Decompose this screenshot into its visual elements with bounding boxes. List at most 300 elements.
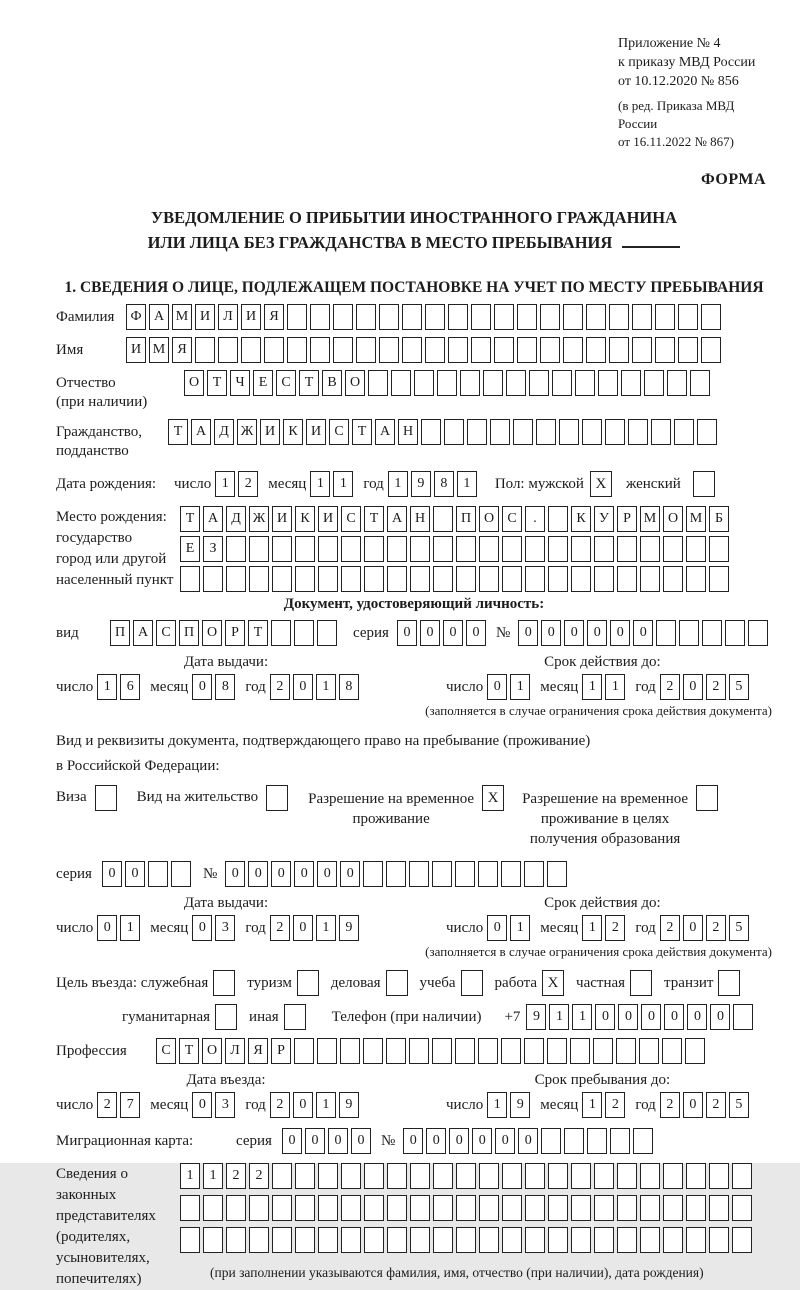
char-box[interactable] xyxy=(686,566,706,592)
char-box[interactable] xyxy=(218,337,238,363)
char-box[interactable] xyxy=(402,337,422,363)
char-box[interactable]: 2 xyxy=(660,674,680,700)
char-box[interactable]: 0 xyxy=(587,620,607,646)
char-box[interactable] xyxy=(410,536,430,562)
char-box[interactable] xyxy=(483,370,503,396)
char-box[interactable] xyxy=(433,1195,453,1221)
char-box[interactable] xyxy=(479,1195,499,1221)
char-box[interactable]: К xyxy=(295,506,315,532)
char-box[interactable] xyxy=(547,861,567,887)
char-box[interactable] xyxy=(502,1227,522,1253)
char-box[interactable]: 5 xyxy=(729,1092,749,1118)
char-box[interactable]: 0 xyxy=(710,1004,730,1030)
char-box[interactable]: Я xyxy=(264,304,284,330)
char-box[interactable] xyxy=(571,1195,591,1221)
char-box[interactable] xyxy=(639,1038,659,1064)
char-box[interactable]: 0 xyxy=(495,1128,515,1154)
char-box[interactable]: 0 xyxy=(192,1092,212,1118)
char-box[interactable] xyxy=(640,1195,660,1221)
char-box[interactable] xyxy=(540,337,560,363)
char-box[interactable] xyxy=(387,1163,407,1189)
char-box[interactable]: 0 xyxy=(225,861,245,887)
char-box[interactable] xyxy=(640,1227,660,1253)
char-box[interactable] xyxy=(148,861,168,887)
char-box[interactable]: 0 xyxy=(683,915,703,941)
char-box[interactable] xyxy=(433,536,453,562)
char-box[interactable] xyxy=(559,419,579,445)
char-box[interactable] xyxy=(180,1227,200,1253)
char-box[interactable]: 0 xyxy=(683,1092,703,1118)
char-box[interactable] xyxy=(525,566,545,592)
char-box[interactable]: 0 xyxy=(426,1128,446,1154)
char-box[interactable]: 1 xyxy=(203,1163,223,1189)
char-box[interactable]: 8 xyxy=(215,674,235,700)
char-box[interactable]: 2 xyxy=(706,915,726,941)
char-box[interactable] xyxy=(609,304,629,330)
char-box[interactable] xyxy=(587,1128,607,1154)
char-box[interactable] xyxy=(318,536,338,562)
char-box[interactable]: И xyxy=(306,419,326,445)
char-box[interactable] xyxy=(632,304,652,330)
char-box[interactable]: 0 xyxy=(641,1004,661,1030)
char-box[interactable]: О xyxy=(479,506,499,532)
char-box[interactable] xyxy=(448,337,468,363)
purpose-official-checkbox[interactable] xyxy=(213,970,235,996)
char-box[interactable] xyxy=(433,1163,453,1189)
char-box[interactable]: О xyxy=(202,1038,222,1064)
char-box[interactable]: 0 xyxy=(487,674,507,700)
char-box[interactable]: 0 xyxy=(294,861,314,887)
char-box[interactable] xyxy=(249,566,269,592)
char-box[interactable]: 0 xyxy=(192,915,212,941)
char-box[interactable]: С xyxy=(156,1038,176,1064)
char-box[interactable]: 2 xyxy=(706,1092,726,1118)
char-box[interactable] xyxy=(317,1038,337,1064)
char-box[interactable] xyxy=(295,1195,315,1221)
char-box[interactable] xyxy=(655,337,675,363)
char-box[interactable] xyxy=(356,337,376,363)
char-box[interactable]: 2 xyxy=(605,915,625,941)
char-box[interactable] xyxy=(272,1227,292,1253)
char-box[interactable] xyxy=(425,304,445,330)
char-box[interactable]: Р xyxy=(271,1038,291,1064)
char-box[interactable] xyxy=(456,536,476,562)
char-box[interactable] xyxy=(679,620,699,646)
char-box[interactable]: 0 xyxy=(518,1128,538,1154)
char-box[interactable] xyxy=(341,1227,361,1253)
char-box[interactable]: 1 xyxy=(582,1092,602,1118)
char-box[interactable]: 0 xyxy=(487,915,507,941)
char-box[interactable]: 1 xyxy=(215,471,235,497)
char-box[interactable]: 9 xyxy=(339,915,359,941)
char-box[interactable]: 1 xyxy=(549,1004,569,1030)
char-box[interactable] xyxy=(517,337,537,363)
char-box[interactable] xyxy=(656,620,676,646)
char-box[interactable]: 0 xyxy=(248,861,268,887)
char-box[interactable]: З xyxy=(203,536,223,562)
char-box[interactable]: 1 xyxy=(310,471,330,497)
char-box[interactable] xyxy=(663,1195,683,1221)
char-box[interactable] xyxy=(379,337,399,363)
char-box[interactable]: А xyxy=(149,304,169,330)
char-box[interactable] xyxy=(226,536,246,562)
char-box[interactable]: 0 xyxy=(403,1128,423,1154)
char-box[interactable] xyxy=(226,566,246,592)
char-box[interactable] xyxy=(571,1227,591,1253)
char-box[interactable]: 2 xyxy=(270,1092,290,1118)
char-box[interactable]: 2 xyxy=(706,674,726,700)
char-box[interactable] xyxy=(249,1195,269,1221)
char-box[interactable] xyxy=(295,566,315,592)
char-box[interactable] xyxy=(364,1195,384,1221)
char-box[interactable] xyxy=(617,1195,637,1221)
purpose-private-checkbox[interactable] xyxy=(630,970,652,996)
char-box[interactable]: Д xyxy=(226,506,246,532)
char-box[interactable] xyxy=(725,620,745,646)
char-box[interactable] xyxy=(287,337,307,363)
char-box[interactable] xyxy=(501,1038,521,1064)
char-box[interactable]: П xyxy=(456,506,476,532)
char-box[interactable] xyxy=(295,1163,315,1189)
char-box[interactable] xyxy=(467,419,487,445)
char-box[interactable]: 0 xyxy=(564,620,584,646)
char-box[interactable] xyxy=(709,566,729,592)
char-box[interactable] xyxy=(690,370,710,396)
char-box[interactable]: А xyxy=(203,506,223,532)
char-box[interactable] xyxy=(628,419,648,445)
char-box[interactable] xyxy=(294,1038,314,1064)
char-box[interactable]: 0 xyxy=(541,620,561,646)
char-box[interactable]: 2 xyxy=(238,471,258,497)
char-box[interactable]: 0 xyxy=(293,674,313,700)
char-box[interactable] xyxy=(674,419,694,445)
char-box[interactable] xyxy=(563,337,583,363)
char-box[interactable] xyxy=(410,1163,430,1189)
char-box[interactable]: 1 xyxy=(510,915,530,941)
char-box[interactable] xyxy=(525,1163,545,1189)
char-box[interactable] xyxy=(363,1038,383,1064)
char-box[interactable]: 0 xyxy=(293,1092,313,1118)
char-box[interactable]: 1 xyxy=(97,674,117,700)
char-box[interactable]: А xyxy=(191,419,211,445)
char-box[interactable] xyxy=(662,1038,682,1064)
char-box[interactable] xyxy=(180,1195,200,1221)
char-box[interactable] xyxy=(598,370,618,396)
char-box[interactable]: О xyxy=(663,506,683,532)
char-box[interactable]: 0 xyxy=(351,1128,371,1154)
char-box[interactable] xyxy=(478,861,498,887)
char-box[interactable] xyxy=(678,337,698,363)
char-box[interactable]: 0 xyxy=(683,674,703,700)
char-box[interactable]: У xyxy=(594,506,614,532)
char-box[interactable]: Я xyxy=(248,1038,268,1064)
char-box[interactable]: Ф xyxy=(126,304,146,330)
char-box[interactable] xyxy=(610,1128,630,1154)
char-box[interactable] xyxy=(663,566,683,592)
char-box[interactable]: 0 xyxy=(340,861,360,887)
char-box[interactable] xyxy=(548,566,568,592)
char-box[interactable] xyxy=(272,1195,292,1221)
char-box[interactable] xyxy=(697,419,717,445)
char-box[interactable] xyxy=(640,536,660,562)
edu-permit-checkbox[interactable] xyxy=(696,785,718,811)
char-box[interactable] xyxy=(341,566,361,592)
char-box[interactable]: Ж xyxy=(249,506,269,532)
char-box[interactable] xyxy=(732,1227,752,1253)
char-box[interactable]: С xyxy=(329,419,349,445)
char-box[interactable] xyxy=(640,566,660,592)
char-box[interactable] xyxy=(195,337,215,363)
char-box[interactable] xyxy=(686,1195,706,1221)
char-box[interactable]: Б xyxy=(709,506,729,532)
char-box[interactable]: 0 xyxy=(618,1004,638,1030)
char-box[interactable] xyxy=(709,1195,729,1221)
char-box[interactable] xyxy=(709,1163,729,1189)
char-box[interactable]: 5 xyxy=(729,915,749,941)
char-box[interactable] xyxy=(387,1227,407,1253)
char-box[interactable]: 8 xyxy=(339,674,359,700)
char-box[interactable]: 0 xyxy=(518,620,538,646)
char-box[interactable]: М xyxy=(686,506,706,532)
char-box[interactable]: О xyxy=(202,620,222,646)
char-box[interactable] xyxy=(479,566,499,592)
char-box[interactable]: Л xyxy=(218,304,238,330)
char-box[interactable] xyxy=(547,1038,567,1064)
char-box[interactable]: К xyxy=(283,419,303,445)
char-box[interactable] xyxy=(333,304,353,330)
char-box[interactable] xyxy=(594,566,614,592)
char-box[interactable] xyxy=(386,861,406,887)
char-box[interactable] xyxy=(525,536,545,562)
sex-female-checkbox[interactable] xyxy=(693,471,715,497)
char-box[interactable]: 0 xyxy=(97,915,117,941)
char-box[interactable] xyxy=(264,337,284,363)
char-box[interactable] xyxy=(702,620,722,646)
char-box[interactable] xyxy=(272,536,292,562)
char-box[interactable]: Т xyxy=(207,370,227,396)
char-box[interactable] xyxy=(433,506,453,532)
char-box[interactable] xyxy=(318,1163,338,1189)
char-box[interactable]: 1 xyxy=(316,674,336,700)
char-box[interactable] xyxy=(333,337,353,363)
char-box[interactable]: Т xyxy=(352,419,372,445)
char-box[interactable] xyxy=(540,304,560,330)
char-box[interactable] xyxy=(364,536,384,562)
char-box[interactable] xyxy=(456,1195,476,1221)
char-box[interactable] xyxy=(686,1163,706,1189)
char-box[interactable] xyxy=(455,861,475,887)
char-box[interactable] xyxy=(421,419,441,445)
char-box[interactable] xyxy=(506,370,526,396)
char-box[interactable]: Е xyxy=(180,536,200,562)
char-box[interactable] xyxy=(341,1195,361,1221)
char-box[interactable] xyxy=(341,1163,361,1189)
char-box[interactable]: 1 xyxy=(572,1004,592,1030)
char-box[interactable] xyxy=(732,1163,752,1189)
char-box[interactable] xyxy=(732,1195,752,1221)
char-box[interactable]: С xyxy=(156,620,176,646)
char-box[interactable]: 3 xyxy=(215,915,235,941)
char-box[interactable]: 0 xyxy=(192,674,212,700)
char-box[interactable] xyxy=(686,1227,706,1253)
char-box[interactable] xyxy=(502,566,522,592)
char-box[interactable] xyxy=(651,419,671,445)
char-box[interactable]: С xyxy=(341,506,361,532)
char-box[interactable] xyxy=(548,1163,568,1189)
char-box[interactable]: Н xyxy=(398,419,418,445)
char-box[interactable] xyxy=(433,566,453,592)
char-box[interactable]: 2 xyxy=(249,1163,269,1189)
char-box[interactable]: 0 xyxy=(449,1128,469,1154)
char-box[interactable] xyxy=(203,1227,223,1253)
char-box[interactable] xyxy=(663,1163,683,1189)
char-box[interactable] xyxy=(318,566,338,592)
char-box[interactable]: Е xyxy=(253,370,273,396)
char-box[interactable] xyxy=(203,1195,223,1221)
char-box[interactable]: 1 xyxy=(582,674,602,700)
char-box[interactable] xyxy=(478,1038,498,1064)
char-box[interactable] xyxy=(410,1227,430,1253)
char-box[interactable] xyxy=(310,304,330,330)
char-box[interactable] xyxy=(387,1195,407,1221)
char-box[interactable]: . xyxy=(525,506,545,532)
char-box[interactable]: 2 xyxy=(660,1092,680,1118)
char-box[interactable]: И xyxy=(318,506,338,532)
char-box[interactable]: 2 xyxy=(270,674,290,700)
char-box[interactable] xyxy=(571,1163,591,1189)
purpose-business-checkbox[interactable] xyxy=(386,970,408,996)
char-box[interactable] xyxy=(575,370,595,396)
char-box[interactable]: Н xyxy=(410,506,430,532)
char-box[interactable]: Р xyxy=(225,620,245,646)
char-box[interactable] xyxy=(633,1128,653,1154)
char-box[interactable] xyxy=(226,1195,246,1221)
char-box[interactable]: 9 xyxy=(510,1092,530,1118)
char-box[interactable] xyxy=(541,1128,561,1154)
char-box[interactable] xyxy=(617,566,637,592)
char-box[interactable] xyxy=(548,536,568,562)
char-box[interactable]: 2 xyxy=(660,915,680,941)
char-box[interactable] xyxy=(701,304,721,330)
char-box[interactable]: Я xyxy=(172,337,192,363)
char-box[interactable] xyxy=(479,1163,499,1189)
char-box[interactable]: П xyxy=(110,620,130,646)
char-box[interactable]: М xyxy=(149,337,169,363)
char-box[interactable] xyxy=(433,1227,453,1253)
char-box[interactable] xyxy=(548,1227,568,1253)
char-box[interactable] xyxy=(180,566,200,592)
char-box[interactable] xyxy=(502,536,522,562)
char-box[interactable]: И xyxy=(126,337,146,363)
char-box[interactable]: Л xyxy=(225,1038,245,1064)
char-box[interactable]: 1 xyxy=(316,1092,336,1118)
char-box[interactable] xyxy=(318,1195,338,1221)
char-box[interactable] xyxy=(295,1227,315,1253)
char-box[interactable] xyxy=(709,536,729,562)
char-box[interactable]: 0 xyxy=(687,1004,707,1030)
char-box[interactable]: Т xyxy=(248,620,268,646)
char-box[interactable] xyxy=(571,566,591,592)
char-box[interactable] xyxy=(391,370,411,396)
char-box[interactable] xyxy=(363,861,383,887)
char-box[interactable] xyxy=(410,566,430,592)
char-box[interactable] xyxy=(571,536,591,562)
residence-permit-checkbox[interactable] xyxy=(266,785,288,811)
char-box[interactable] xyxy=(502,1163,522,1189)
char-box[interactable] xyxy=(640,1163,660,1189)
char-box[interactable] xyxy=(701,337,721,363)
char-box[interactable]: 2 xyxy=(270,915,290,941)
char-box[interactable]: И xyxy=(272,506,292,532)
char-box[interactable] xyxy=(249,1227,269,1253)
char-box[interactable] xyxy=(364,1227,384,1253)
char-box[interactable] xyxy=(295,536,315,562)
char-box[interactable] xyxy=(249,536,269,562)
char-box[interactable] xyxy=(479,536,499,562)
char-box[interactable]: 9 xyxy=(526,1004,546,1030)
char-box[interactable] xyxy=(686,536,706,562)
char-box[interactable] xyxy=(525,1227,545,1253)
char-box[interactable] xyxy=(663,1227,683,1253)
char-box[interactable] xyxy=(203,566,223,592)
char-box[interactable]: 8 xyxy=(434,471,454,497)
char-box[interactable]: 6 xyxy=(120,674,140,700)
char-box[interactable] xyxy=(586,304,606,330)
char-box[interactable]: 0 xyxy=(293,915,313,941)
char-box[interactable]: 0 xyxy=(443,620,463,646)
char-box[interactable] xyxy=(410,1195,430,1221)
char-box[interactable] xyxy=(471,304,491,330)
char-box[interactable]: И xyxy=(195,304,215,330)
char-box[interactable] xyxy=(294,620,314,646)
char-box[interactable]: Т xyxy=(168,419,188,445)
char-box[interactable]: А xyxy=(133,620,153,646)
char-box[interactable]: Т xyxy=(364,506,384,532)
char-box[interactable] xyxy=(494,337,514,363)
char-box[interactable]: 0 xyxy=(102,861,122,887)
char-box[interactable] xyxy=(356,304,376,330)
char-box[interactable]: В xyxy=(322,370,342,396)
char-box[interactable]: 0 xyxy=(397,620,417,646)
char-box[interactable]: 0 xyxy=(633,620,653,646)
char-box[interactable] xyxy=(524,1038,544,1064)
char-box[interactable]: 5 xyxy=(729,674,749,700)
char-box[interactable]: С xyxy=(502,506,522,532)
char-box[interactable]: 2 xyxy=(97,1092,117,1118)
char-box[interactable] xyxy=(563,304,583,330)
char-box[interactable]: 1 xyxy=(605,674,625,700)
char-box[interactable]: 9 xyxy=(411,471,431,497)
char-box[interactable]: М xyxy=(640,506,660,532)
humanitarian-checkbox[interactable] xyxy=(215,1004,237,1030)
char-box[interactable] xyxy=(685,1038,705,1064)
char-box[interactable]: 9 xyxy=(339,1092,359,1118)
char-box[interactable] xyxy=(582,419,602,445)
char-box[interactable] xyxy=(594,1163,614,1189)
char-box[interactable]: 1 xyxy=(180,1163,200,1189)
char-box[interactable]: И xyxy=(260,419,280,445)
char-box[interactable] xyxy=(479,1227,499,1253)
char-box[interactable]: 0 xyxy=(664,1004,684,1030)
char-box[interactable]: О xyxy=(184,370,204,396)
char-box[interactable] xyxy=(272,566,292,592)
char-box[interactable] xyxy=(241,337,261,363)
char-box[interactable] xyxy=(586,337,606,363)
char-box[interactable]: Т xyxy=(179,1038,199,1064)
char-box[interactable] xyxy=(409,861,429,887)
char-box[interactable]: 0 xyxy=(125,861,145,887)
char-box[interactable] xyxy=(709,1227,729,1253)
